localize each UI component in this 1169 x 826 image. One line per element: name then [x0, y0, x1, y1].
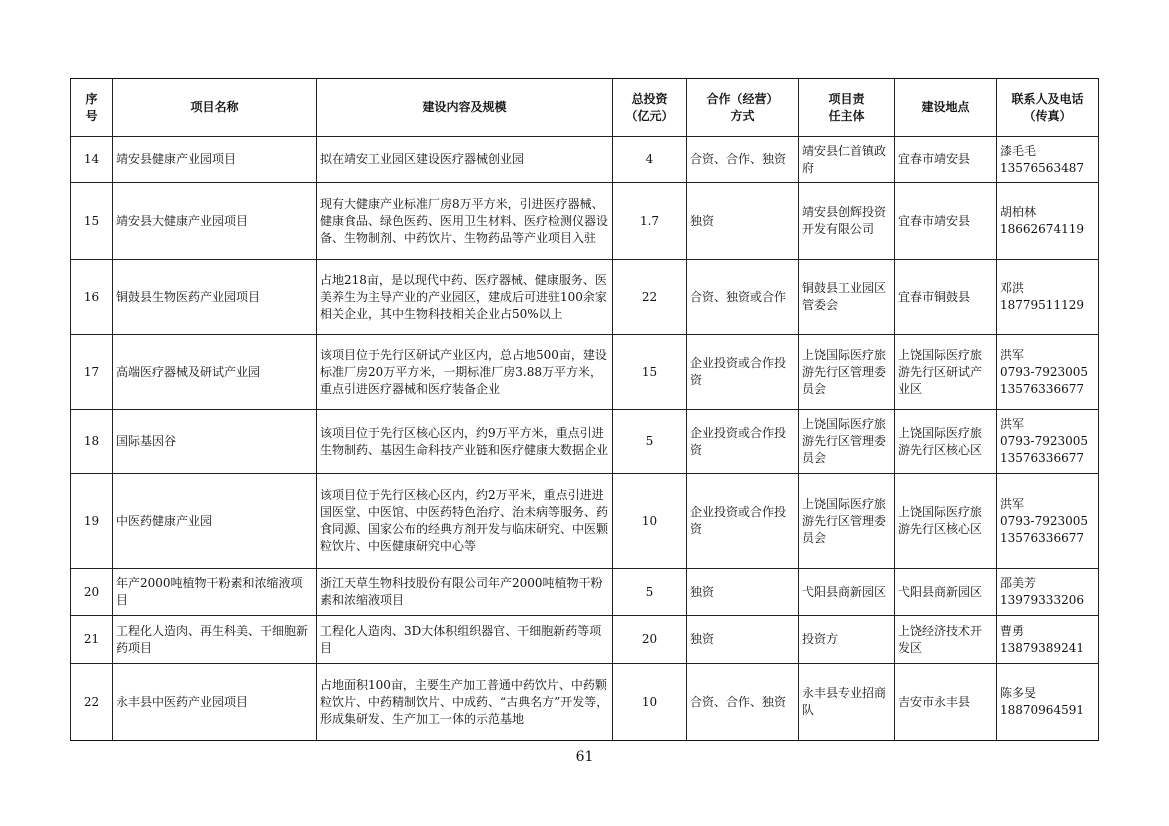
header-investment-line1: 总投资	[631, 91, 668, 106]
header-name: 项目名称	[113, 79, 317, 137]
cell-name: 国际基因谷	[113, 410, 317, 474]
cell-mode: 企业投资或合作投资	[687, 410, 799, 474]
contact-phone: 18662674119	[1000, 222, 1084, 236]
header-mode-line1: 合作（经营）	[706, 91, 779, 106]
cell-investment: 10	[613, 664, 687, 741]
table-header-row	[71, 79, 1099, 137]
cell-location: 上饶经济技术开发区	[895, 616, 997, 664]
header-investment-line2: （亿元）	[625, 108, 674, 123]
cell-content: 浙江天草生物科技股份有限公司年产2000吨植物干粉素和浓缩液项目	[317, 569, 613, 616]
cell-content: 该项目位于先行区核心区内，约9万平方米，重点引进生物制药、基因生命科技产业链和医疗健康大数据企业	[317, 410, 613, 474]
cell-contact	[997, 664, 1099, 741]
cell-location: 宜春市靖安县	[895, 183, 997, 260]
header-owner	[799, 79, 895, 137]
contact-name: 曹勇	[1000, 623, 1025, 638]
table-row	[71, 260, 1099, 335]
contact-phone: 0793-7923005	[1000, 364, 1089, 379]
cell-contact	[997, 137, 1099, 183]
header-seq	[71, 79, 113, 137]
contact-name: 洪军	[1000, 347, 1025, 362]
table-row	[71, 474, 1099, 569]
cell-location: 弋阳县商新园区	[895, 569, 997, 616]
cell-contact	[997, 183, 1099, 260]
cell-contact	[997, 569, 1099, 616]
table-row	[71, 335, 1099, 410]
header-investment	[613, 79, 687, 137]
contact-phone: 13576563487	[1000, 160, 1084, 175]
header-seq-line2: 号	[85, 108, 98, 123]
cell-name: 永丰县中医药产业园项目	[113, 664, 317, 741]
cell-content: 拟在靖安工业园区建设医疗器械创业园	[317, 137, 613, 183]
cell-mode: 独资	[687, 616, 799, 664]
contact-name: 漆毛毛	[1000, 143, 1037, 158]
cell-investment: 15	[613, 335, 687, 410]
cell-name: 年产2000吨植物干粉素和浓缩液项目	[113, 569, 317, 616]
header-contact	[997, 79, 1099, 137]
cell-mode: 合资、合作、独资	[687, 137, 799, 183]
cell-name: 高端医疗器械及研试产业园	[113, 335, 317, 410]
cell-contact	[997, 260, 1099, 335]
cell-owner: 上饶国际医疗旅游先行区管理委员会	[799, 335, 895, 410]
contact-phone: 18870964591	[1000, 703, 1084, 717]
cell-seq: 15	[71, 183, 113, 260]
cell-mode: 独资	[687, 569, 799, 616]
table-row	[71, 183, 1099, 260]
cell-location: 上饶国际医疗旅游先行区核心区	[895, 474, 997, 569]
cell-name: 中医药健康产业园	[113, 474, 317, 569]
cell-investment: 10	[613, 474, 687, 569]
contact-phone: 13979333206	[1000, 593, 1084, 607]
cell-owner: 投资方	[799, 616, 895, 664]
contact-name: 邵美芳	[1000, 576, 1037, 590]
cell-seq: 22	[71, 664, 113, 741]
cell-content: 该项目位于先行区核心区内，约2万平米，重点引进进国医堂、中医馆、中医药特色治疗、治未病等服务、药食同源、国家公布的经典方剂开发与临床研究、中医颗粒饮片、中医健康研究中心等	[317, 474, 613, 569]
header-mode-line2: 方式	[730, 108, 755, 123]
cell-investment: 1.7	[613, 183, 687, 260]
contact-name: 洪军	[1000, 496, 1025, 511]
contact-phone: 13576336677	[1000, 530, 1084, 545]
cell-owner: 靖安县创辉投资开发有限公司	[799, 183, 895, 260]
contact-phone: 0793-7923005	[1000, 434, 1089, 448]
header-location: 建设地点	[895, 79, 997, 137]
header-mode	[687, 79, 799, 137]
header-owner-line1: 项目责	[828, 91, 865, 106]
cell-seq: 14	[71, 137, 113, 183]
cell-seq: 20	[71, 569, 113, 616]
page-number: 61	[575, 749, 594, 765]
contact-name: 陈多旻	[1000, 686, 1037, 700]
cell-location: 宜春市铜鼓县	[895, 260, 997, 335]
cell-investment: 5	[613, 569, 687, 616]
cell-name: 铜鼓县生物医药产业园项目	[113, 260, 317, 335]
cell-investment: 5	[613, 410, 687, 474]
contact-phone: 0793-7923005	[1000, 513, 1089, 528]
cell-name: 靖安县健康产业园项目	[113, 137, 317, 183]
cell-mode: 企业投资或合作投资	[687, 335, 799, 410]
contact-phone: 18779511129	[1000, 298, 1084, 312]
header-contact-line2: （传真）	[1023, 108, 1072, 123]
contact-phone: 13576336677	[1000, 381, 1084, 396]
cell-content: 该项目位于先行区研试产业区内，总占地500亩，建设标准厂房20万平方米，一期标准厂房3.88万平方米，重点引进医疗器械和医疗装备企业	[317, 335, 613, 410]
header-content: 建设内容及规模	[317, 79, 613, 137]
header-seq-line1: 序	[85, 91, 98, 106]
cell-mode: 企业投资或合作投资	[687, 474, 799, 569]
cell-owner: 铜鼓县工业园区管委会	[799, 260, 895, 335]
cell-mode: 合资、独资或合作	[687, 260, 799, 335]
cell-content: 占地面积100亩，主要生产加工普通中药饮片、中药颗粒饮片、中药精制饮片、中成药、“古典名方”开发等，形成集研发、生产加工一体的示范基地	[317, 664, 613, 741]
cell-content: 占地218亩，是以现代中药、医疗器械、健康服务、医美养生为主导产业的产业园区，建成后可进驻100余家相关企业，其中生物科技相关企业占50%以上	[317, 260, 613, 335]
cell-investment: 4	[613, 137, 687, 183]
cell-name: 工程化人造肉、再生科美、干细胞新药项目	[113, 616, 317, 664]
cell-contact	[997, 410, 1099, 474]
table-row	[71, 569, 1099, 616]
contact-name: 洪军	[1000, 417, 1025, 431]
cell-location: 上饶国际医疗旅游先行区核心区	[895, 410, 997, 474]
header-owner-line2: 任主体	[828, 108, 865, 123]
cell-mode: 合资、合作、独资	[687, 664, 799, 741]
contact-name: 邓洪	[1000, 281, 1025, 295]
cell-content: 工程化人造肉、3D大体积组织器官、干细胞新药等项目	[317, 616, 613, 664]
cell-owner: 弋阳县商新园区	[799, 569, 895, 616]
table-row	[71, 616, 1099, 664]
cell-location: 上饶国际医疗旅游先行区研试产业区	[895, 335, 997, 410]
cell-mode: 独资	[687, 183, 799, 260]
cell-owner: 靖安县仁首镇政府	[799, 137, 895, 183]
cell-owner: 上饶国际医疗旅游先行区管理委员会	[799, 410, 895, 474]
cell-seq: 21	[71, 616, 113, 664]
contact-phone: 13576336677	[1000, 451, 1084, 465]
cell-investment: 22	[613, 260, 687, 335]
header-contact-line1: 联系人及电话	[1011, 91, 1084, 106]
cell-name: 靖安县大健康产业园项目	[113, 183, 317, 260]
table-row	[71, 664, 1099, 741]
cell-seq: 16	[71, 260, 113, 335]
cell-owner: 上饶国际医疗旅游先行区管理委员会	[799, 474, 895, 569]
project-table	[70, 78, 1099, 741]
cell-contact	[997, 474, 1099, 569]
contact-name: 胡柏林	[1000, 205, 1037, 219]
cell-seq: 17	[71, 335, 113, 410]
table-row	[71, 137, 1099, 183]
cell-investment: 20	[613, 616, 687, 664]
cell-location: 吉安市永丰县	[895, 664, 997, 741]
cell-owner: 永丰县专业招商队	[799, 664, 895, 741]
contact-phone: 13879389241	[1000, 640, 1084, 655]
table-row	[71, 410, 1099, 474]
cell-contact	[997, 335, 1099, 410]
cell-seq: 18	[71, 410, 113, 474]
cell-contact	[997, 616, 1099, 664]
cell-content: 现有大健康产业标准厂房8万平方米，引进医疗器械、健康食品、绿色医药、医用卫生材料、医疗检测仪器设备、生物制剂、中药饮片、生物药品等产业项目入驻	[317, 183, 613, 260]
cell-seq: 19	[71, 474, 113, 569]
cell-location: 宜春市靖安县	[895, 137, 997, 183]
